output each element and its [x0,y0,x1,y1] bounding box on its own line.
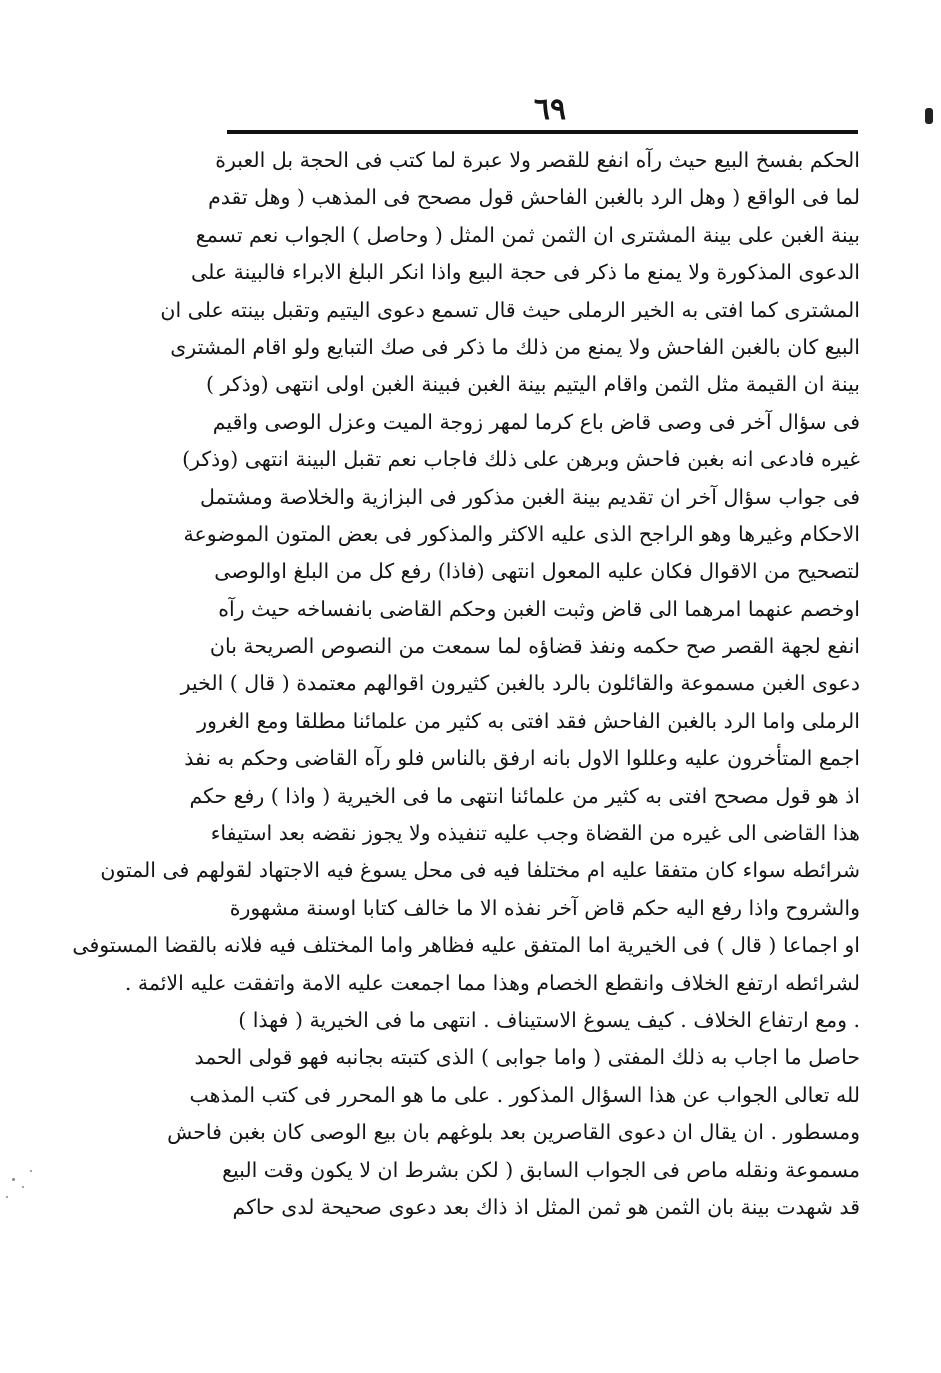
text-line: الاحكام وغيرها وهو الراجح الذى عليه الاكثر والمذكور فى بعض المتون الموضوعة [183,521,860,546]
text-line: لتصحيح من الاقوال فكان عليه المعول انتهى (فاذا) رفع كل من البلغ اوالوصى [214,559,860,584]
text-line: بينة الغبن على بينة المشترى ان الثمن ثمن المثل ( وحاصل ) الجواب نعم تسمع [195,222,860,247]
text-line: غيره فادعى انه بغبن فاحش وبرهن على ذلك فاجاب نعم تقبل البينة انتهى (وذكر) [182,447,860,472]
scan-speck [12,1178,15,1181]
text-line: لشرائطه ارتفع الخلاف وانقطع الخصام وهذا مما اجمعت عليه الامة واتفقت عليه الائمة . [124,970,860,995]
text-line: اجمع المتأخرون عليه وعللوا الاول بانه ارفق بالناس فلو رآه القاضى وحكم به نفذ [184,746,860,771]
text-line: ومسطور . ان يقال ان دعوى القاصرين بعد بلوغهم بان بيع الوصى كان بغبن فاحش [167,1120,860,1145]
text-line: . ومع ارتفاع الخلاف . كيف يسوغ الاستيناف . انتهى ما فى الخيرية ( فهذا ) [238,1007,860,1032]
margin-mark [925,108,933,124]
text-line: المشترى كما افتى به الخير الرملى حيث قال تسمع دعوى اليتيم وتقبل بينته على ان [160,297,860,322]
text-line: لله تعالى الجواب عن هذا السؤال المذكور . على ما هو المحرر فى كتب المذهب [189,1082,860,1107]
text-line: الدعوى المذكورة ولا يمنع ما ذكر فى حجة البيع واذا انكر البلغ الابراء فالبينة على [191,260,860,285]
text-line: فى سؤال آخر فى وصى قاض باع كرما لمهر زوجة الميت وعزل الوصى واقيم [212,409,860,434]
scan-speck [6,1196,8,1198]
text-line: فى جواب سؤال آخر ان تقديم بينة الغبن مذكور فى البزازية والخلاصة ومشتمل [199,484,860,509]
text-line: حاصل ما اجاب به ذلك المفتى ( واما جوابى ) الذى كتبته بجانبه فهو قولى الحمد [194,1045,860,1070]
scan-speck [30,1170,32,1172]
page-number: ٦٩ [533,92,567,127]
text-line: لما فى الواقع ( وهل الرد بالغبن الفاحش قول مصحح فى المذهب ( وهل تقدم [208,185,860,210]
body-text [72,142,860,1226]
scan-speck [22,1186,24,1188]
text-line: انفع لجهة القصر صح حكمه ونفذ قضاؤه لما سمعت من النصوص الصريحة بان [209,634,860,659]
text-line: اذ هو قول مصحح افتى به كثير من علمائنا انتهى ما فى الخيرية ( واذا ) رفع حكم [189,783,860,808]
text-line: البيع كان بالغبن الفاحش ولا يمنع من ذلك ما ذكر فى صك التبايع ولو اقام المشترى [170,334,860,359]
text-line: دعوى الغبن مسموعة والقائلون بالرد بالغبن كثيرون اقوالهم معتمدة ( قال ) الخير [180,671,860,696]
text-line: قد شهدت بينة بان الثمن هو ثمن المثل اذ ذاك بعد دعوى صحيحة لدى حاكم [232,1194,860,1219]
text-line: والشروح واذا رفع اليه حكم قاض آخر نفذه الا ما خالف كتابا اوسنة مشهورة [229,895,860,920]
text-line: بينة ان القيمة مثل الثمن واقام اليتيم بينة الغبن فبينة الغبن اولى انتهى (وذكر ) [206,372,860,397]
text-line: هذا القاضى الى غيره من القضاة وجب عليه تنفيذه ولا يجوز نقضه بعد استيفاء [210,821,860,846]
text-line: اوخصم عنهما امرهما الى قاض وثبت الغبن وحكم القاضى بانفساخه حيث رآه [218,596,860,621]
text-line: او اجماعا ( قال ) فى الخيرية اما المتفق عليه فظاهر واما المختلف فيه فلانه بالقضا المستوفى [72,933,860,958]
text-line: شرائطه سواء كان متفقا عليه ام مختلفا فيه فى محل يسوغ فيه الاجتهاد لقولهم فى المتون [100,858,860,883]
text-line: الرملى واما الرد بالغبن الفاحش فقد افتى به كثير من علمائنا مطلقا ومع الغرور [197,708,860,733]
text-line: مسموعة ونقله ماص فى الجواب السابق ( لكن بشرط ان لا يكون وقت البيع [222,1157,860,1182]
header-rule [227,130,858,134]
text-line: الحكم بفسخ البيع حيث رآه انفع للقصر ولا عبرة لما كتب فى الحجة بل العبرة [215,148,860,172]
